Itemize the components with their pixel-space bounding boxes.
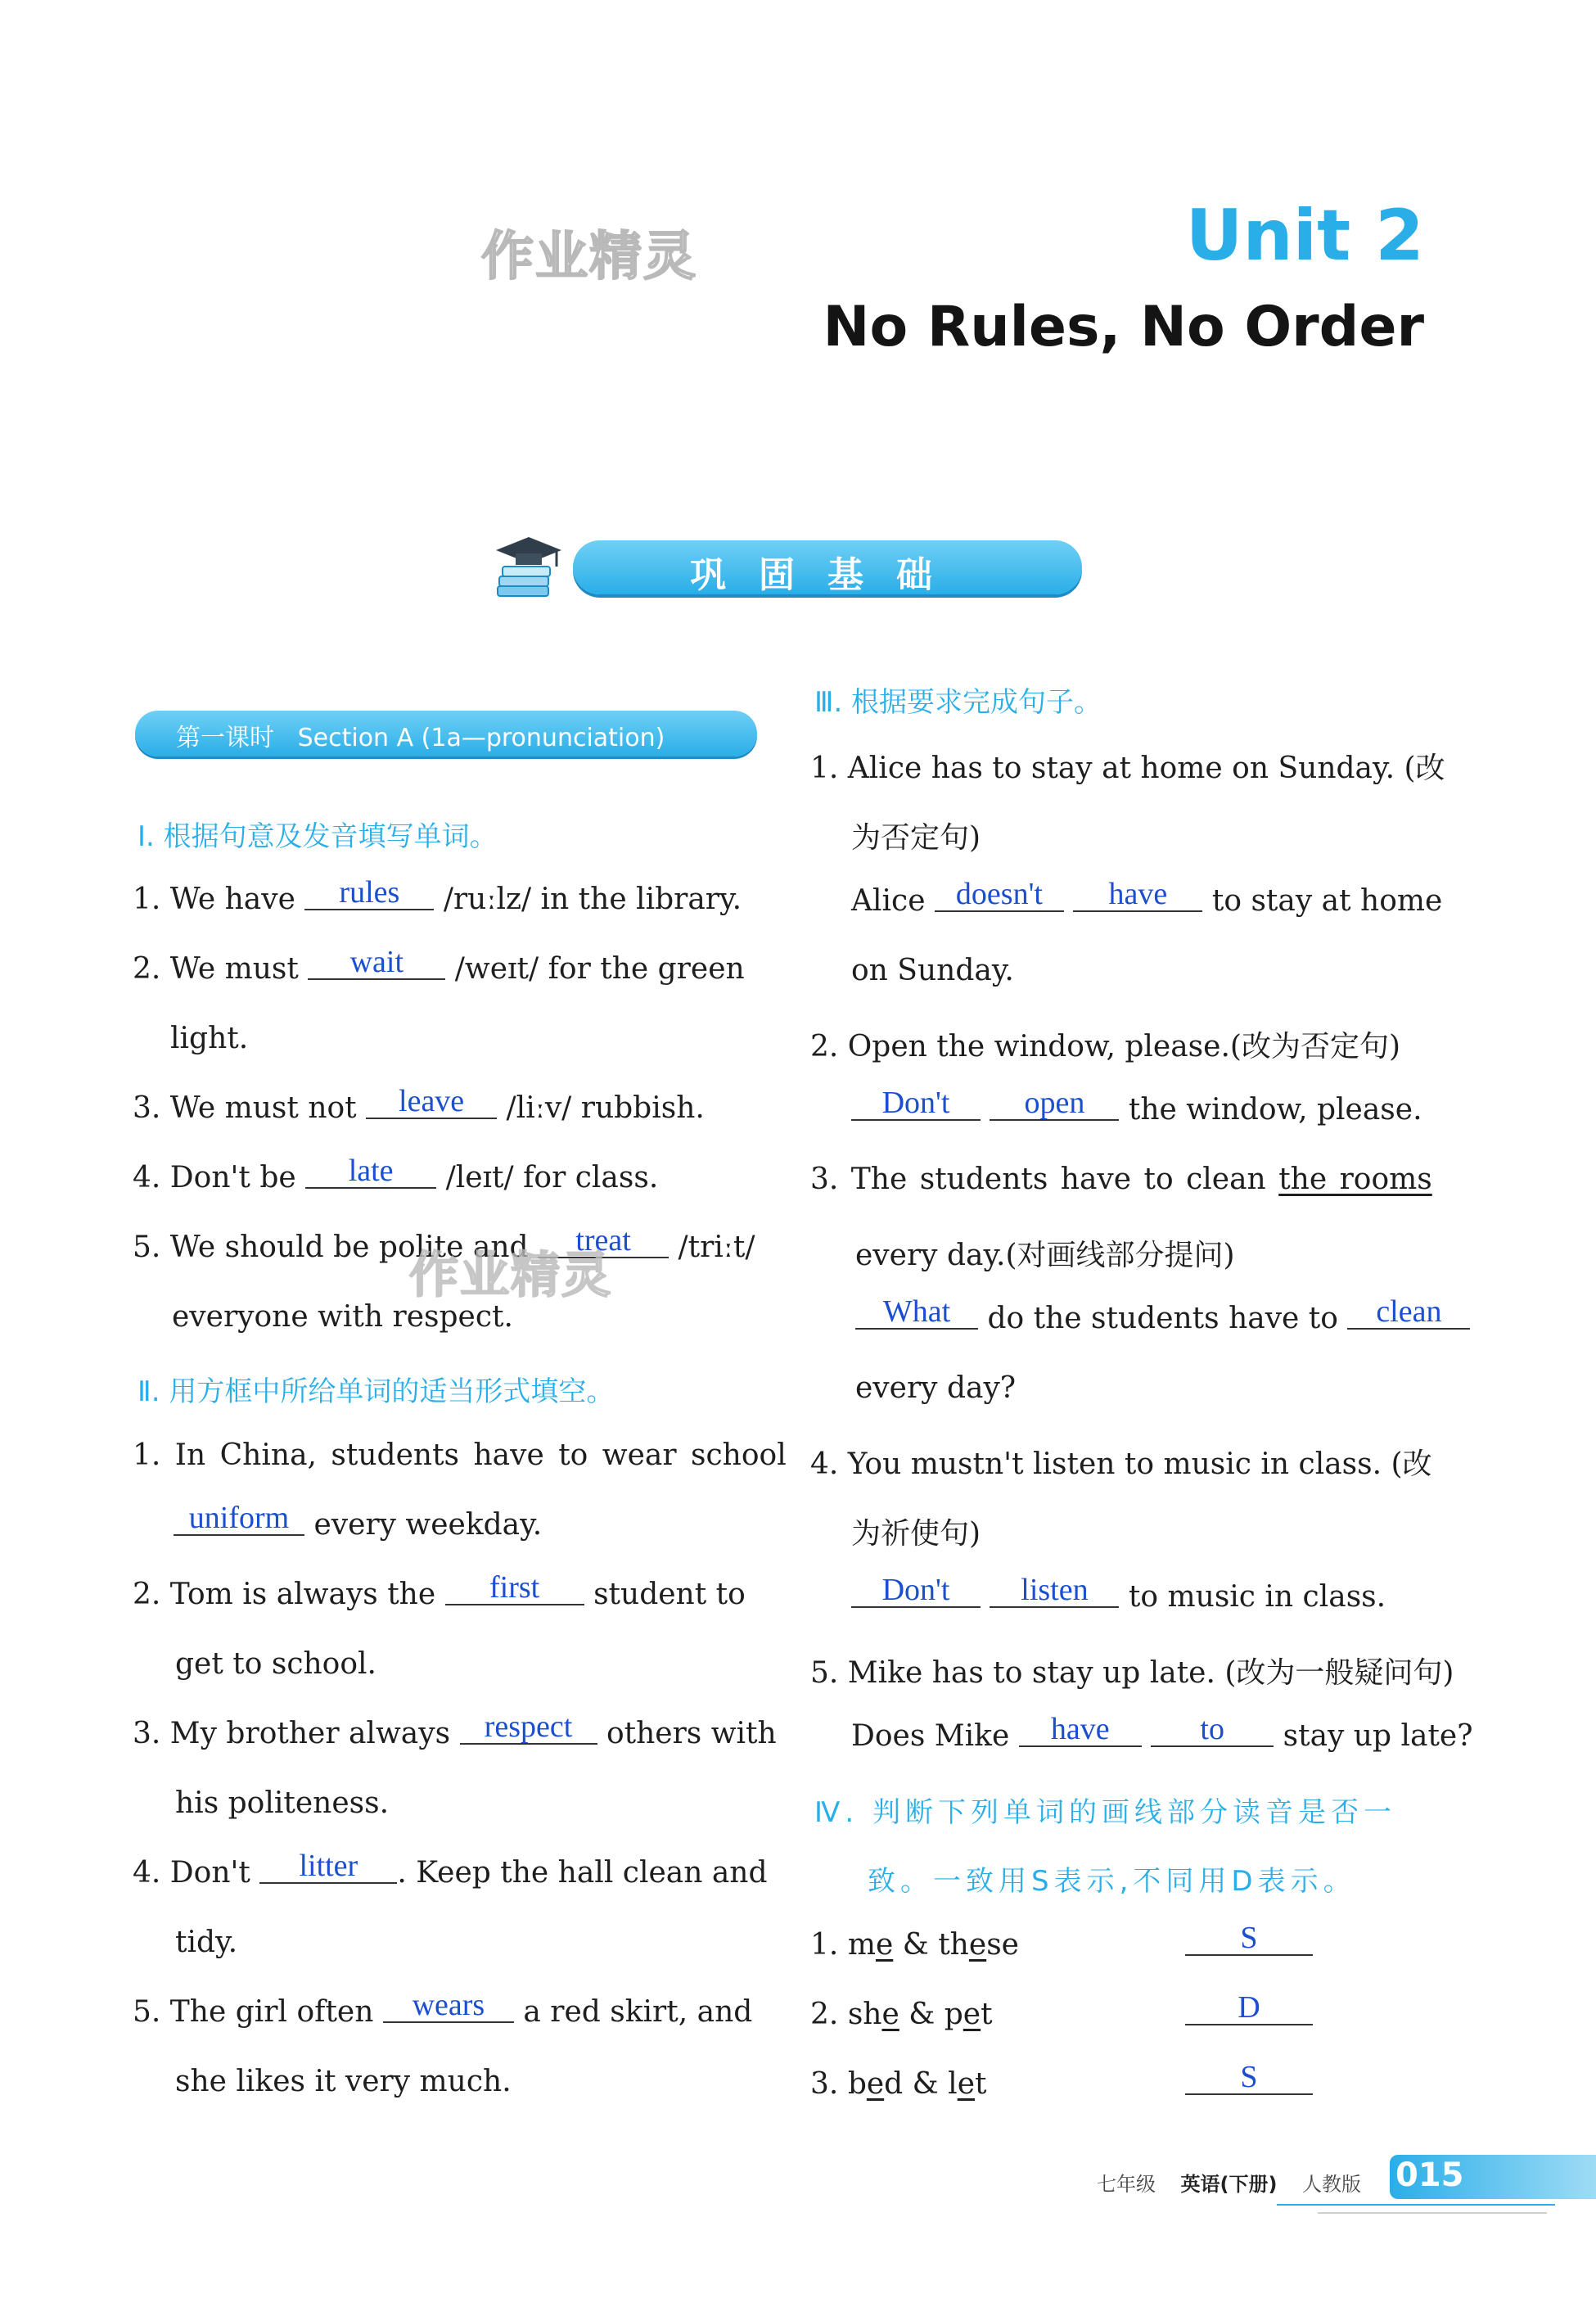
answer-blank: uniform xyxy=(174,1501,304,1536)
question-3-5-answer: Does Mike have to stay up late? xyxy=(851,1712,1473,1753)
question-2-4: 4. Don't litter . Keep the hall clean and xyxy=(133,1849,768,1890)
question-2-2: 2. Tom is always the first student to xyxy=(133,1570,746,1611)
answer-blank: S xyxy=(1185,1921,1313,1956)
watermark: 作业精灵 xyxy=(481,227,697,287)
question-3-5-prompt: 5. Mike has to stay up late. (改为一般疑问句) xyxy=(810,1656,1454,1690)
answer-blank: open xyxy=(990,1086,1119,1121)
section-heading-3: Ⅲ. 根据要求完成句子。 xyxy=(814,686,1102,719)
question-3-3-prompt-cont: every day.(对画线部分提问) xyxy=(855,1239,1235,1272)
page-number: 015 xyxy=(1395,2156,1464,2194)
question-3-4-prompt-cont: 为祈使句) xyxy=(851,1517,981,1551)
section-heading-1: Ⅰ. 根据句意及发音填写单词。 xyxy=(138,820,498,853)
banner-title: 巩固基础 xyxy=(690,554,965,596)
answer-blank: respect xyxy=(460,1710,597,1745)
answer-blank: wears xyxy=(383,1989,514,2023)
question-1-1: 1. We have rules /ruːlz/ in the library. xyxy=(133,875,742,916)
question-1-5-cont: everyone with respect. xyxy=(172,1300,513,1334)
footer-subject: 英语(下册) xyxy=(1180,2173,1278,2196)
section-heading-4: Ⅳ. 判断下列单词的画线部分读音是否一 xyxy=(814,1796,1396,1829)
question-1-2: 2. We must wait /weɪt/ for the green xyxy=(133,945,745,986)
footer-rule-secondary xyxy=(1318,2212,1547,2214)
answer-blank: rules xyxy=(304,876,434,910)
question-3-3-answer: What do the students have to clean xyxy=(855,1302,1470,1336)
question-1-2-cont: light. xyxy=(170,1022,249,1055)
answer-blank: to xyxy=(1151,1713,1274,1747)
question-3-2-answer: Don't open the window, please. xyxy=(851,1093,1422,1127)
answer-blank: wait xyxy=(308,946,445,980)
answer-blank: listen xyxy=(990,1574,1119,1608)
pronunciation-item-3: 3. bed & let xyxy=(810,2067,987,2101)
question-2-3-cont: his politeness. xyxy=(175,1786,390,1820)
answer-blank: litter xyxy=(259,1849,397,1884)
footer-grade: 七年级 xyxy=(1097,2173,1156,2196)
pronunciation-answer-1 xyxy=(1185,1921,1313,1962)
question-2-1-cont: uniform every weekday. xyxy=(174,1508,542,1542)
question-1-3: 3. We must not leave /liːv/ rubbish. xyxy=(133,1084,705,1125)
question-2-5-cont: she likes it very much. xyxy=(175,2065,512,2098)
answer-blank: S xyxy=(1185,2061,1313,2095)
answer-blank: What xyxy=(855,1295,978,1330)
question-3-1-answer: Alice doesn't have to stay at home xyxy=(851,877,1443,918)
question-3-4-answer: Don't listen to music in class. xyxy=(851,1580,1386,1614)
answer-blank: have xyxy=(1073,878,1202,912)
pronunciation-item-2: 2. she & pet xyxy=(810,1998,993,2031)
question-1-4: 4. Don't be late /leɪt/ for class. xyxy=(133,1154,659,1194)
section-heading-4-cont: 致。一致用S表示,不同用D表示。 xyxy=(868,1865,1356,1898)
lesson-section: Section A (1a—pronunciation) xyxy=(297,724,665,752)
pronunciation-answer-2 xyxy=(1185,1990,1313,2032)
question-1-5: 5. We should be polite and treat /triːt/ xyxy=(133,1223,755,1264)
question-2-5: 5. The girl often wears a red skirt, and xyxy=(133,1988,753,2029)
answer-blank: treat xyxy=(538,1224,669,1258)
question-3-1-prompt: 1. Alice has to stay at home on Sunday. (改 xyxy=(810,752,1445,785)
answer-blank: leave xyxy=(366,1085,497,1119)
question-2-2-cont: get to school. xyxy=(175,1647,376,1681)
question-2-3: 3. My brother always respect others with xyxy=(133,1709,777,1750)
answer-blank: first xyxy=(445,1571,584,1605)
question-3-3-prompt: 3. The students have to clean the rooms xyxy=(810,1163,1432,1196)
pronunciation-answer-3 xyxy=(1185,2060,1313,2102)
watermark: 作业精灵 xyxy=(409,1247,612,1304)
page-title: No Rules, No Order xyxy=(823,295,1424,359)
lesson-label xyxy=(176,717,665,753)
answer-blank: D xyxy=(1185,1991,1313,2025)
question-2-4-cont: tidy. xyxy=(175,1926,238,1959)
answer-blank: Don't xyxy=(851,1086,981,1121)
answer-blank: Don't xyxy=(851,1574,981,1608)
section-heading-2: Ⅱ. 用方框中所给单词的适当形式填空。 xyxy=(138,1375,615,1408)
question-3-2-prompt: 2. Open the window, please.(改为否定句) xyxy=(810,1030,1400,1063)
question-3-1-prompt-cont: 为否定句) xyxy=(851,821,981,855)
footer-rule xyxy=(1277,2204,1555,2206)
question-2-1: 1. In China, students have to wear school xyxy=(133,1438,787,1472)
unit-title: Unit 2 xyxy=(1185,195,1424,277)
answer-blank: clean xyxy=(1347,1295,1470,1330)
question-3-1-answer-cont: on Sunday. xyxy=(851,954,1014,987)
answer-blank: late xyxy=(305,1154,436,1189)
question-3-4-prompt: 4. You mustn't listen to music in class. (改 xyxy=(810,1447,1432,1481)
answer-blank: have xyxy=(1019,1713,1142,1747)
underlined-phrase: the rooms xyxy=(1278,1163,1432,1196)
book-stack-grad-cap-icon xyxy=(491,531,566,603)
footer-edition: 人教版 xyxy=(1301,2173,1361,2196)
pronunciation-item-1: 1. me & these xyxy=(810,1928,1019,1962)
answer-blank: doesn't xyxy=(935,878,1064,912)
footer-label xyxy=(1097,2168,1361,2197)
question-3-3-answer-cont: every day? xyxy=(855,1371,1017,1405)
lesson-number: 第一课时 xyxy=(176,724,274,752)
